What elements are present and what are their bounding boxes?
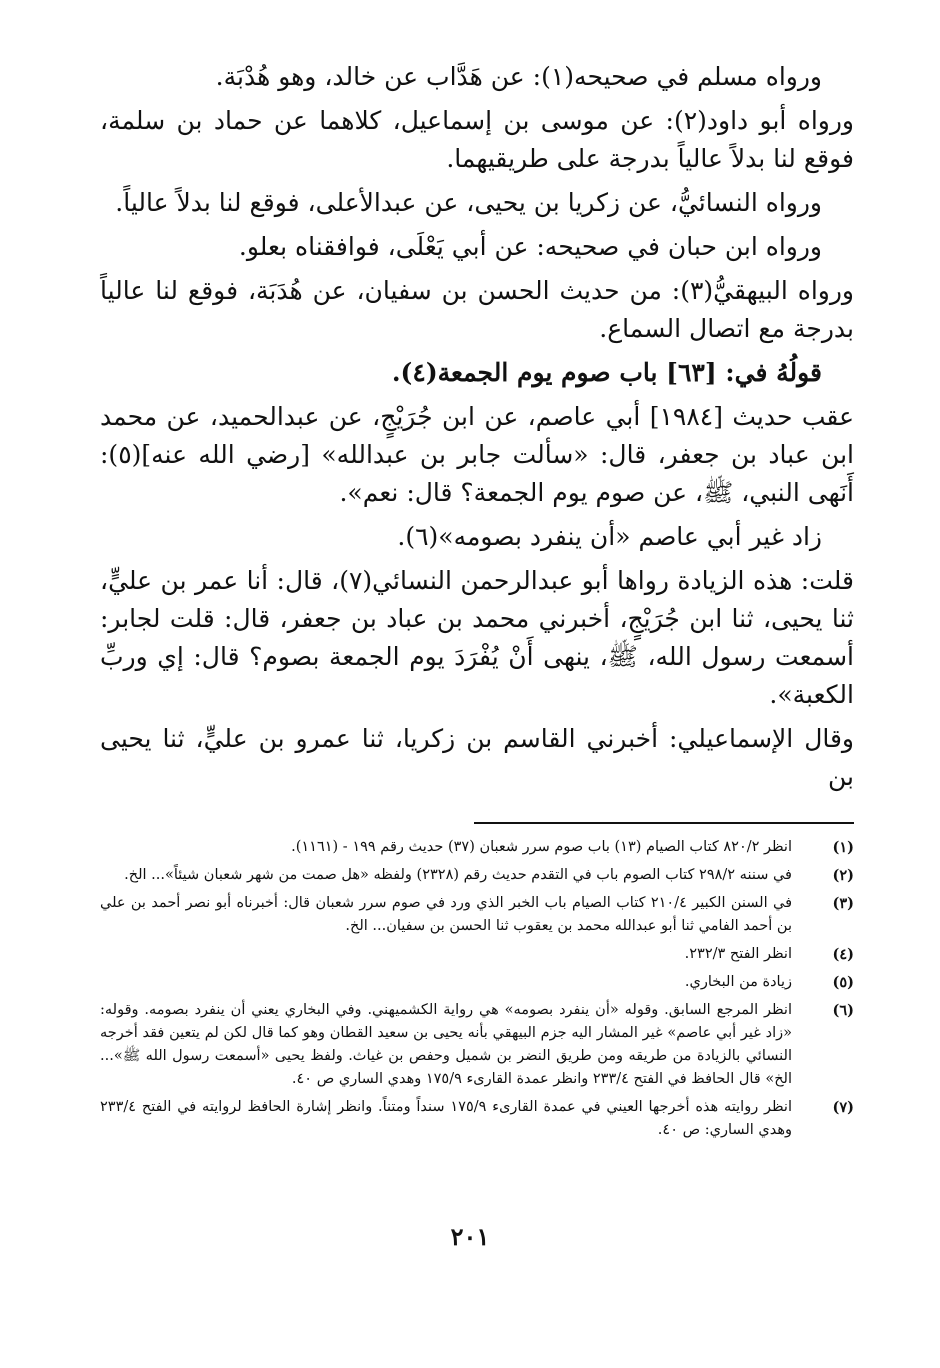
page-number: ٢٠١ xyxy=(450,1222,490,1251)
footnote-separator xyxy=(474,822,854,824)
footnote-number: (٦) xyxy=(832,1002,854,1019)
main-text xyxy=(100,58,854,796)
paragraph-6: عقب حديث [١٩٨٤] أبي عاصم، عن ابن جُرَيْجٍ، عن عبدالحميد، عن محمد ابن عباد بن جعفر، قال: «سألت جابر بن عبدالله» [رضي الله عنه](٥): أَنَهى النبي، ﷺ، عن صوم يوم الجمعة؟ قال: نعم». xyxy=(100,402,854,507)
footnote-item xyxy=(100,892,854,938)
footnote-text: انظر ٨٢٠/٢ كتاب الصيام (١٣) باب صوم سرر شعبان (٣٧) حديث رقم ١٩٩ - (١١٦١). xyxy=(291,839,792,855)
footnote-item xyxy=(100,1096,854,1142)
footnote-text: في السنن الكبير ٢١٠/٤ كتاب الصيام باب الخبر الذي ورد في صوم سرر شعبان قال: أخبرناه أبو نصر أحمد بن علي بن أحمد الفامي ثنا أبو عبدالله محمد بن يعقوب ثنا الحسن بن سفيان... الخ. xyxy=(100,895,792,934)
section-heading: قولُهُ في: [٦٣] باب صوم يوم الجمعة(٤). xyxy=(391,358,822,387)
paragraph-7: زاد غير أبي عاصم «أن ينفرد بصومه»(٦). xyxy=(397,522,822,551)
footnote-item xyxy=(100,943,854,966)
footnote-item xyxy=(100,836,854,859)
footnote-item xyxy=(100,999,854,1091)
paragraph-2: ورواه أبو داود(٢): عن موسى بن إسماعيل، كلاهما عن حماد بن سلمة، فوقع لنا بدلاً عالياً بدرجة على طريقيهما. xyxy=(100,106,855,173)
footnote-number: (٧) xyxy=(832,1099,854,1116)
paragraph-4: ورواه ابن حبان في صحيحه: عن أبي يَعْلَى، فوافقناه بعلو. xyxy=(238,232,822,261)
footnotes xyxy=(100,836,854,1142)
paragraph-8: قلت: هذه الزيادة رواها أبو عبدالرحمن النسائي(٧)، قال: أنا عمر بن عليٍّ، ثنا يحيى، ثنا ابن جُرَيْجٍ، أخبرني محمد بن عباد بن جعفر، قال: قلت لجابر: أسمعت رسول الله، ﷺ، ينهى أَنْ يُفْرَدَ يوم الجمعة بصوم؟ قال: إي وربِّ الكعبة». xyxy=(100,566,854,709)
footnote-item xyxy=(100,971,854,994)
footnote-text: انظر المرجع السابق. وقوله «أن ينفرد بصومه» هي رواية الكشميهني. وفي البخاري يعني أن ينفرد بصومه. وقوله: «زاد غير أبي عاصم» غير المشار اليه جزم البيهقي بأنه يحيى بن سعيد القطان وهو كما قال لكن لم يتعين فقد أخرجه النسائي بالزيادة من طريقه ومن طريق النضر بن شميل وحفص بن غياث. ولفظ يحيى «أسمعت رسول الله ﷺ»... الخ» قال الحافظ في الفتح ٢٣٣/٤ وانظر عمدة القارىء ١٧٥/٩ وهدي الساري ص ٤٠. xyxy=(100,1002,792,1087)
footnote-number: (١) xyxy=(832,839,854,856)
footnote-text: زيادة من البخاري. xyxy=(684,974,792,990)
footnote-number: (٢) xyxy=(832,867,854,884)
paragraph-9: وقال الإسماعيلي: أخبرني القاسم بن زكريا، ثنا عمرو بن عليٍّ، ثنا يحيى بن xyxy=(100,724,854,791)
footnote-item xyxy=(100,864,854,887)
footnote-text: في سننه ٢٩٨/٢ كتاب الصوم باب في التقدم حديث رقم (٢٣٢٨) ولفظه «هل صمت من شهر شعبان شيئاً»... الخ. xyxy=(124,867,792,883)
paragraph-1: ورواه مسلم في صحيحه(١): عن هَدَّاب عن خالد، وهو هُدْبَة. xyxy=(215,62,822,91)
paragraph-5: ورواه البيهقيُّ(٣): من حديث الحسن بن سفيان، عن هُدَبَة، فوقع لنا عالياً بدرجة مع اتصال السماع. xyxy=(100,276,854,343)
footnote-text: انظر الفتح ٢٣٢/٣. xyxy=(684,946,792,962)
footnote-number: (٥) xyxy=(832,974,854,991)
footnote-number: (٣) xyxy=(832,895,854,912)
footnote-number: (٤) xyxy=(832,946,854,963)
paragraph-3: ورواه النسائيُّ، عن زكريا بن يحيى، عن عبدالأعلى، فوقع لنا بدلاً عالياً. xyxy=(115,188,822,217)
footnote-text: انظر روايته هذه أخرجها العيني في عمدة القارىء ١٧٥/٩ سنداً ومتناً. وانظر إشارة الحافظ لروايته في الفتح ٢٣٣/٤ وهدي الساري: ص ٤٠. xyxy=(100,1099,792,1138)
